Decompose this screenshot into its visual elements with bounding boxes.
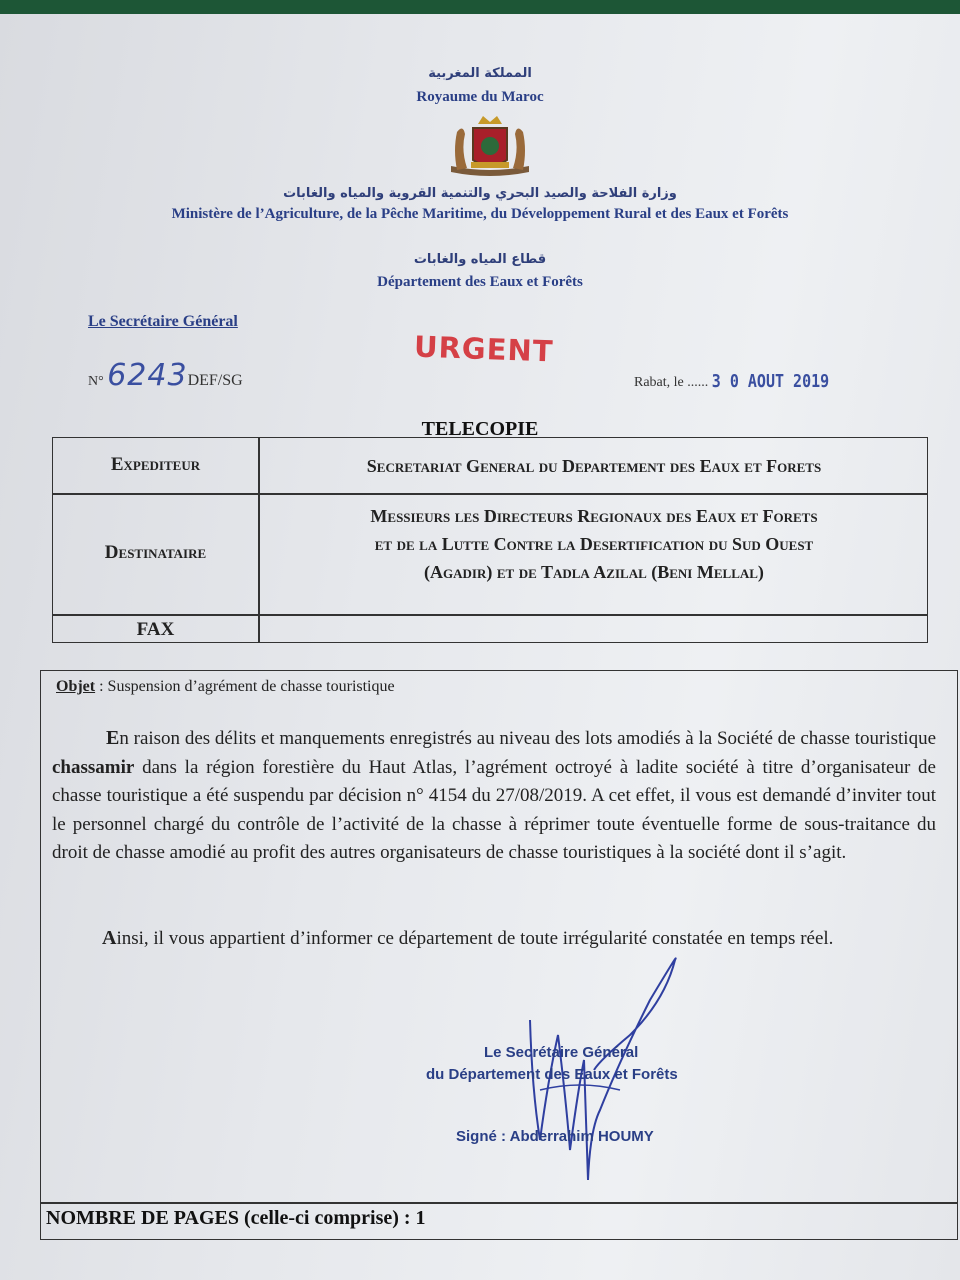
- signature-title: Le Secrétaire Général: [484, 1044, 639, 1061]
- table-divider: [53, 493, 927, 495]
- paragraph-1: [52, 724, 936, 868]
- subject-line: [56, 678, 395, 696]
- date-prefix: Rabat, le ......: [634, 375, 709, 390]
- destinataire-line: et de la Lutte Contre la Desertification du Sud Ouest: [374, 534, 814, 554]
- company-name: chassamir: [52, 756, 135, 778]
- department-arabic: قطاع المياه والغابات: [413, 252, 547, 267]
- destinataire-line: (Agadir) et de Tadla Azilal (Beni Mellal): [424, 562, 764, 582]
- subject-text: : Suspension d’agrément de chasse touristique: [95, 678, 395, 695]
- secretary-general-label: Le Secrétaire Général: [88, 313, 238, 330]
- subject-label: Objet: [56, 678, 96, 695]
- ministry-arabic: وزارة الفلاحة والصيد البحري والتنمية القروية والمياه والغابات: [283, 186, 677, 201]
- date-line: [634, 372, 829, 391]
- signature-signed-by: Signé : Abderrahim HOUMY: [456, 1128, 654, 1145]
- fax-header-table: [52, 437, 928, 643]
- destinataire-value: [259, 502, 929, 586]
- number-prefix: N°: [88, 374, 104, 389]
- footer-divider: [40, 1202, 958, 1204]
- dropcap: A: [102, 927, 117, 949]
- reference-number: [88, 358, 243, 393]
- kingdom-arabic: المملكة المغربية: [428, 66, 532, 81]
- paragraph-text: n raison des délits et manquements enregistrés au niveau des lots amodiés à la Société de chasse touristique: [119, 728, 936, 749]
- expediteur-label: Expediteur: [110, 454, 201, 475]
- ministry-french: Ministère de l’Agriculture, de la Pêche Maritime, du Développement Rural et des Eaux et Forêts: [171, 206, 789, 222]
- document-type-title: TELECOPIE: [421, 418, 539, 440]
- destinataire-line: Messieurs les Directeurs Regionaux des Eaux et Forets: [370, 506, 818, 526]
- destinataire-label: Destinataire: [104, 542, 207, 563]
- date-stamp: 3 0 AOUT 2019: [711, 370, 830, 392]
- dropcap: E: [106, 727, 120, 749]
- fax-label: FAX: [136, 619, 175, 640]
- urgent-stamp: URGENT: [413, 329, 555, 369]
- royal-coat-of-arms-icon: [443, 110, 537, 182]
- handwritten-number: 6243: [107, 358, 188, 393]
- page-count: NOMBRE DE PAGES (celle-ci comprise) : 1: [46, 1207, 426, 1229]
- department-french: Département des Eaux et Forêts: [377, 274, 583, 290]
- signature-department: du Département des Eaux et Forêts: [426, 1066, 678, 1083]
- table-divider: [53, 614, 927, 616]
- paragraph-text: dans la région forestière du Haut Atlas, l’agrément octroyé à ladite société à titre d’organisateur de chasse touristique a été suspendu par décision n° 4154 du 27/08/2019. A cet effet, il vous est demandé d’inviter tout le personnel chargé du contrôle de l’activité de la chasse à réprimer toute éventuelle forme de sous-traitance du droit de chasse amodié au profit des autres organisateurs de chasse touristiques à la société dont il s’agit.: [52, 756, 936, 863]
- number-suffix: DEF/SG: [187, 372, 243, 389]
- expediteur-value: Secretariat General du Departement des Eaux et Forets: [366, 456, 822, 476]
- paragraph-text: insi, il vous appartient d’informer ce département de toute irrégularité constatée en temps réel.: [116, 928, 834, 949]
- kingdom-french: Royaume du Maroc: [416, 89, 544, 105]
